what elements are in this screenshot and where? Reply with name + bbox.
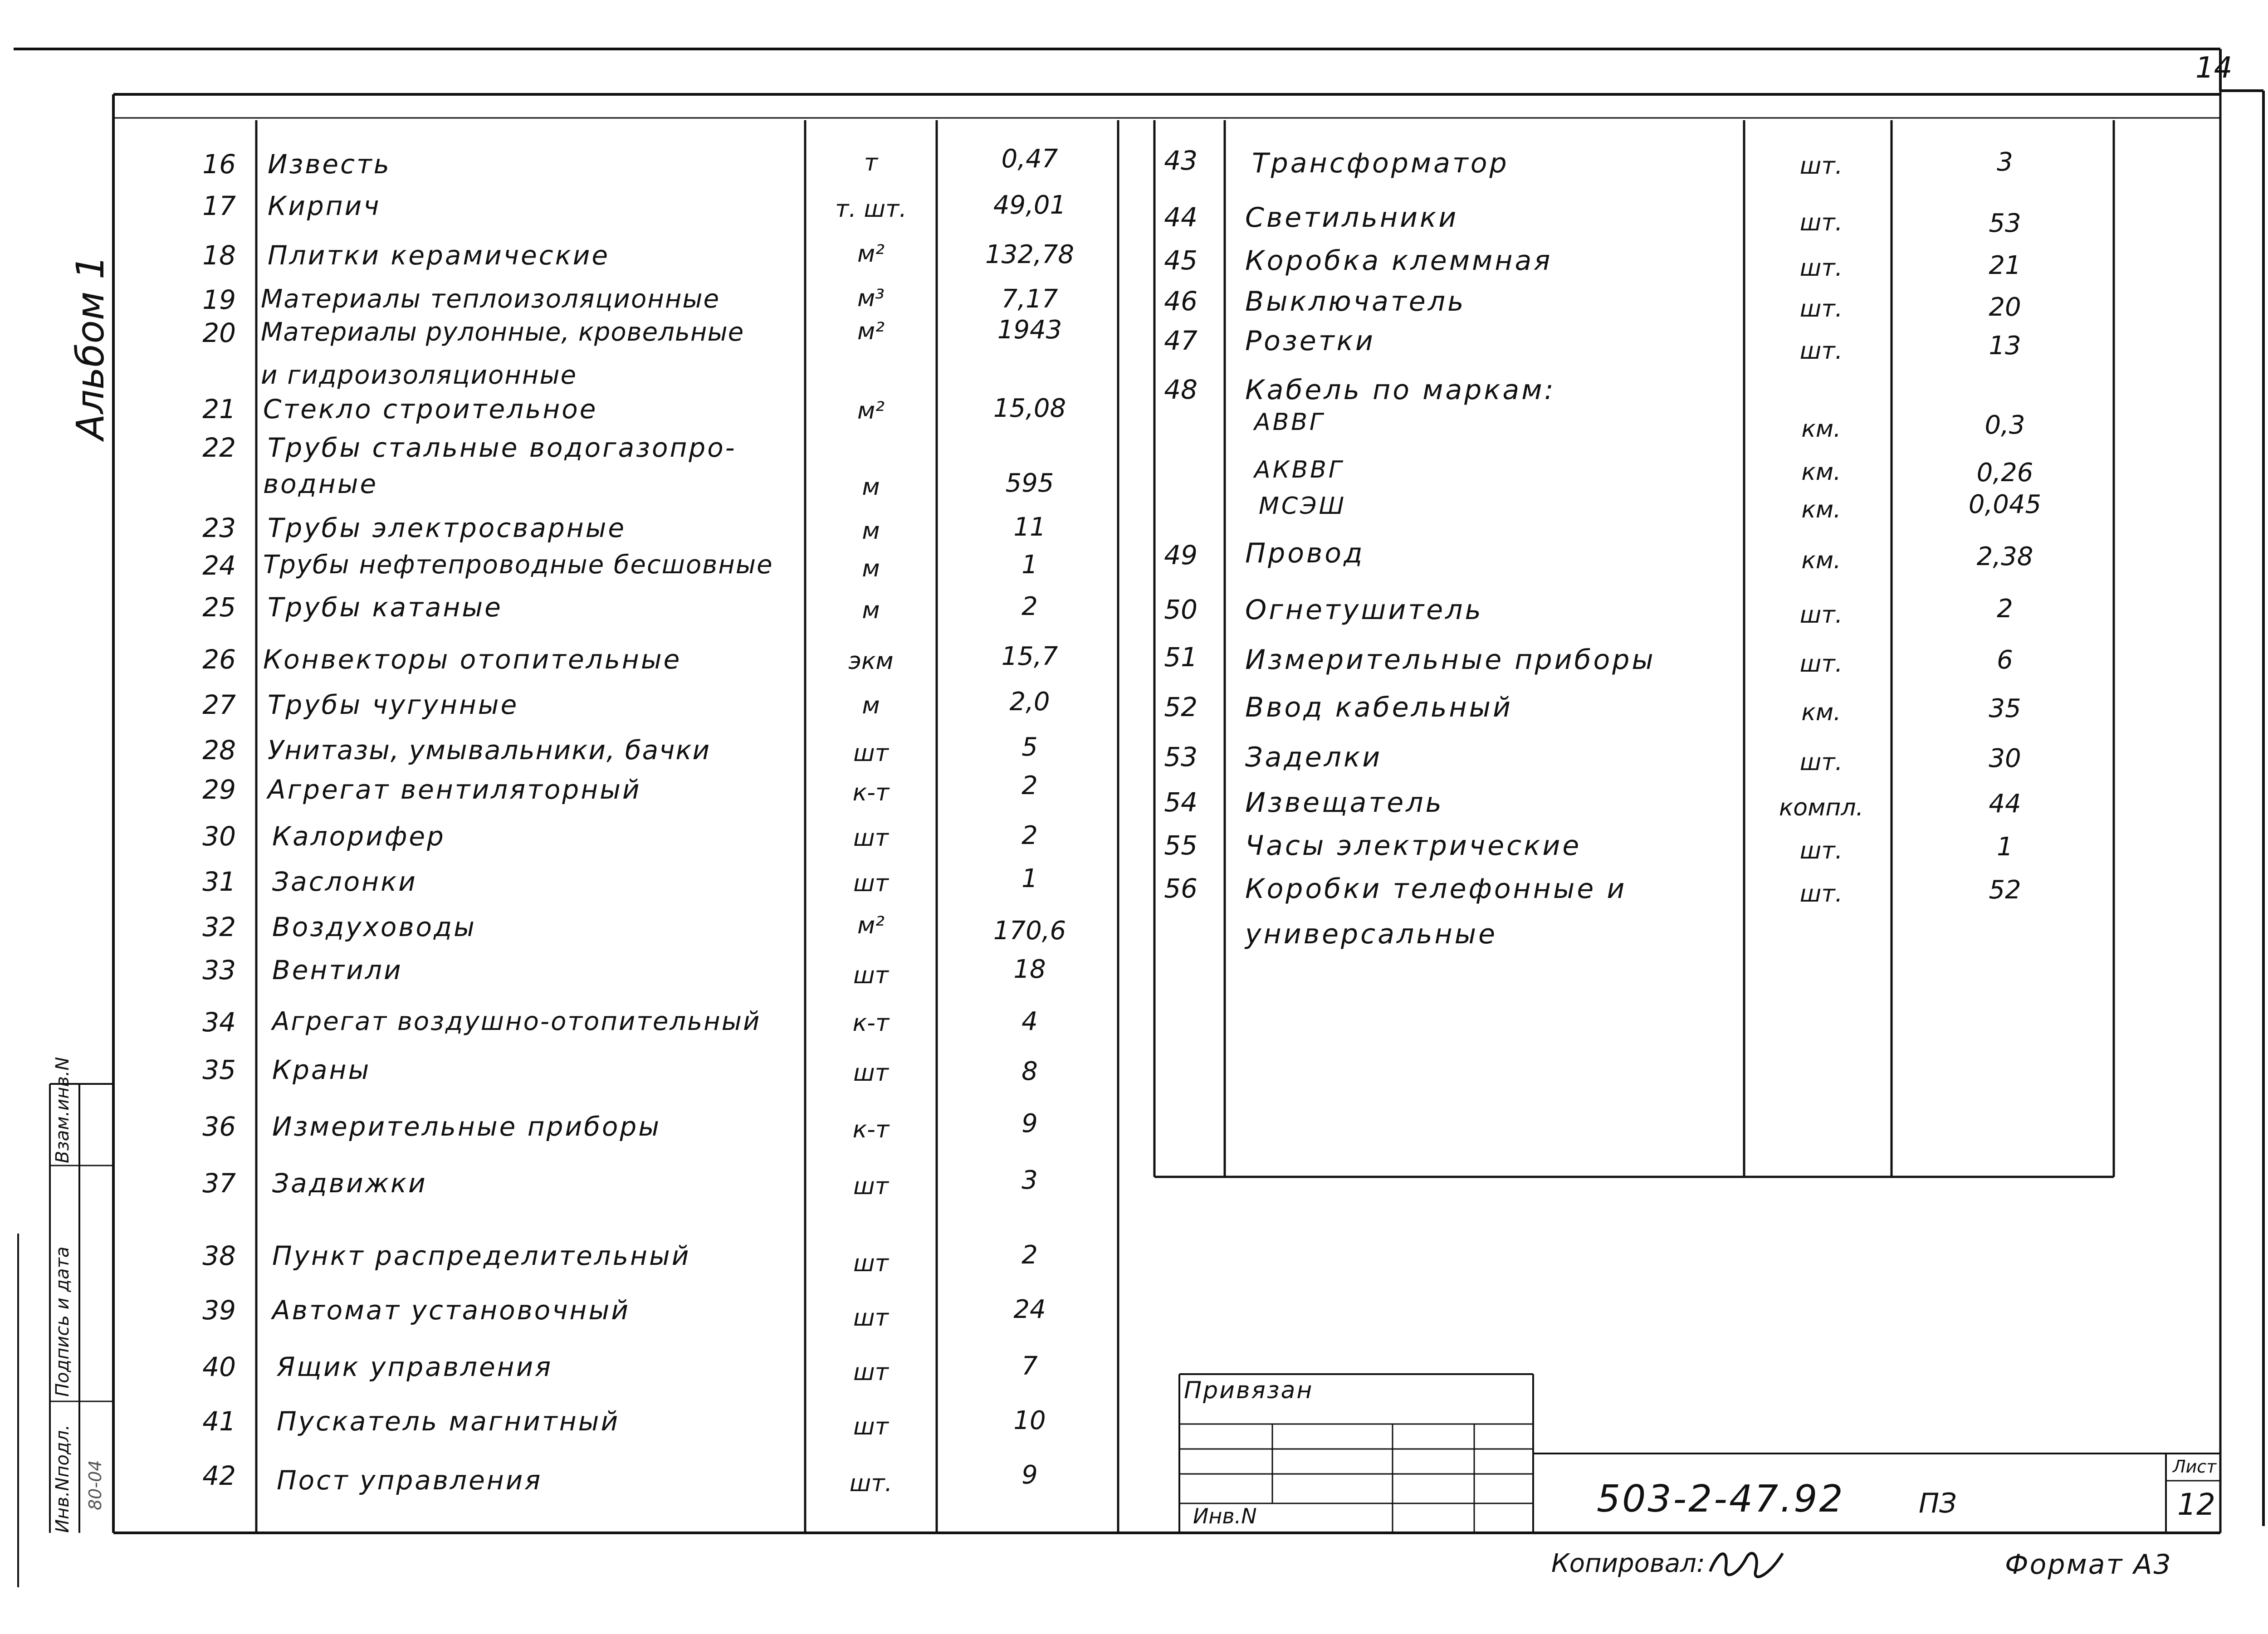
item-unit: к-т: [852, 1010, 890, 1037]
album-label: Альбом 1: [68, 255, 112, 440]
side-label-inv: Инв.Nподл.: [52, 1424, 73, 1533]
item-name: и гидроизоляционные: [261, 361, 577, 390]
item-name: Конвекторы отопительные: [263, 644, 682, 675]
item-quantity: 3: [1022, 1166, 1038, 1195]
item-unit: км.: [1801, 415, 1841, 443]
bound-label: Привязан: [1184, 1377, 1314, 1404]
item-name: Трансформатор: [1252, 147, 1509, 179]
row-number: 30: [202, 821, 236, 852]
item-quantity: 11: [1013, 512, 1046, 542]
item-unit: м: [862, 555, 880, 582]
item-name: Пост управления: [277, 1465, 543, 1496]
item-unit: шт: [853, 870, 889, 897]
inv-number-label: Инв.N: [1193, 1504, 1257, 1528]
row-number: 53: [1164, 741, 1198, 772]
item-name: Коробки телефонные и: [1245, 873, 1627, 905]
item-unit: км.: [1801, 458, 1841, 486]
row-number: 55: [1164, 830, 1198, 861]
item-quantity: 4: [1022, 1007, 1038, 1036]
row-number: 29: [202, 774, 236, 805]
row-number: 18: [202, 240, 236, 271]
item-quantity: 2: [1022, 592, 1038, 621]
item-quantity: 18: [1013, 955, 1046, 984]
item-name: Материалы теплоизоляционные: [261, 284, 720, 314]
item-quantity: 10: [1013, 1406, 1046, 1435]
item-name: Извещатель: [1245, 787, 1444, 819]
row-number: 49: [1164, 540, 1198, 571]
item-unit: шт.: [1799, 209, 1843, 236]
row-number: 35: [202, 1054, 236, 1085]
item-quantity: 0,3: [1984, 410, 2025, 440]
row-number: 37: [202, 1168, 236, 1199]
item-unit: км.: [1801, 547, 1841, 574]
row-number: 16: [202, 149, 236, 180]
item-name: Вентили: [272, 955, 403, 985]
item-quantity: 7,17: [1001, 284, 1058, 314]
row-number: 27: [202, 689, 236, 720]
item-unit: шт.: [1799, 152, 1843, 180]
item-unit: шт: [853, 1173, 889, 1200]
item-name: Светильники: [1245, 202, 1459, 234]
item-name: Розетки: [1245, 325, 1375, 357]
row-number: 26: [202, 644, 236, 675]
item-unit: шт: [853, 1304, 889, 1332]
item-name: Огнетушитель: [1245, 594, 1483, 626]
item-unit: т: [864, 149, 878, 176]
doc-code: ПЗ: [1919, 1488, 1957, 1519]
item-quantity: 5: [1022, 732, 1038, 762]
item-name: Выключатель: [1245, 286, 1466, 317]
row-number: 43: [1164, 145, 1198, 176]
item-quantity: 170,6: [993, 916, 1066, 946]
item-quantity: 3: [1997, 147, 2013, 177]
sheet-number: 12: [2177, 1487, 2215, 1522]
item-name: водные: [263, 468, 378, 499]
item-unit: м: [862, 473, 880, 501]
designation: 503-2-47.92: [1597, 1478, 1845, 1521]
item-name: Известь: [268, 149, 391, 180]
row-number: 52: [1164, 692, 1198, 722]
row-number: 41: [202, 1406, 236, 1437]
item-quantity: 30: [1989, 744, 2021, 773]
item-quantity: 24: [1013, 1295, 1046, 1324]
sheet-label: Лист: [2173, 1457, 2217, 1477]
item-unit: шт: [853, 1359, 889, 1386]
item-name: Трубы нефтепроводные бесшовные: [263, 550, 773, 580]
item-quantity: 2: [1022, 771, 1038, 800]
item-name: Агрегат вентиляторный: [268, 774, 641, 805]
item-quantity: 8: [1022, 1057, 1038, 1086]
item-name: Трубы катаные: [268, 592, 503, 623]
item-quantity: 15,7: [1001, 642, 1058, 671]
item-name: Стекло строительное: [263, 394, 598, 424]
item-name: Материалы рулонные, кровельные: [261, 317, 744, 347]
item-name: Краны: [272, 1054, 371, 1085]
item-quantity: 21: [1989, 251, 2021, 280]
item-quantity: 2: [1022, 1240, 1038, 1270]
row-number: 46: [1164, 286, 1198, 317]
item-unit: к-т: [852, 779, 890, 806]
item-quantity: 0,26: [1976, 458, 2033, 488]
item-unit: шт: [853, 1250, 889, 1277]
item-unit: м³: [857, 285, 885, 312]
item-unit: м²: [857, 318, 885, 345]
item-unit: шт: [853, 1413, 889, 1440]
side-value: 80-04: [85, 1460, 105, 1510]
item-name: Кабель по маркам:: [1245, 374, 1556, 406]
item-name: Автомат установочный: [272, 1295, 630, 1326]
item-unit: шт: [853, 824, 889, 852]
item-name: Пускатель магнитный: [277, 1406, 620, 1437]
row-number: 54: [1164, 787, 1198, 818]
item-unit: м: [862, 517, 880, 545]
item-quantity: 2,0: [1009, 687, 1050, 717]
item-unit: шт.: [1799, 254, 1843, 282]
item-quantity: 0,47: [1001, 144, 1058, 174]
item-name: Калорифер: [272, 821, 445, 852]
item-unit: шт.: [1799, 337, 1843, 365]
item-unit: шт.: [1799, 880, 1843, 907]
corner-sheet-number: 14: [2195, 51, 2233, 85]
item-quantity: 132,78: [985, 240, 1074, 269]
item-unit: шт.: [1799, 601, 1843, 629]
item-name: МСЭШ: [1259, 493, 1347, 520]
item-name: Коробка клеммная: [1245, 245, 1553, 277]
row-number: 28: [202, 735, 236, 766]
item-unit: шт: [853, 962, 889, 989]
row-number: 42: [202, 1460, 236, 1491]
row-number: 38: [202, 1240, 236, 1271]
item-quantity: 1: [1022, 550, 1038, 580]
item-quantity: 15,08: [993, 394, 1066, 423]
item-name: Воздуховоды: [272, 912, 476, 942]
row-number: 40: [202, 1351, 236, 1382]
row-number: 31: [202, 866, 236, 897]
item-quantity: 2: [1022, 821, 1038, 850]
item-unit: км.: [1801, 699, 1841, 726]
item-quantity: 35: [1989, 694, 2021, 723]
row-number: 45: [1164, 245, 1198, 276]
item-name: Плитки керамические: [268, 240, 610, 271]
row-number: 34: [202, 1007, 236, 1038]
item-unit: м²: [857, 240, 885, 268]
item-unit: к-т: [852, 1116, 890, 1143]
row-number: 17: [202, 190, 236, 221]
side-label-signature: Подпись и дата: [52, 1246, 73, 1397]
copyist-signature: [1706, 1540, 1787, 1585]
item-name: Пункт распределительный: [272, 1240, 691, 1271]
row-number: 51: [1164, 642, 1198, 673]
item-quantity: 49,01: [993, 190, 1066, 220]
item-unit: м²: [857, 912, 885, 939]
row-number: 25: [202, 592, 236, 623]
item-quantity: 1: [1997, 832, 2013, 862]
item-name: Часы электрические: [1245, 830, 1582, 862]
row-number: 39: [202, 1295, 236, 1326]
item-quantity: 2: [1997, 594, 2013, 624]
item-name: Трубы чугунные: [268, 689, 519, 720]
item-name: Ввод кабельный: [1245, 692, 1513, 723]
row-number: 21: [202, 394, 236, 424]
item-name: Задвижки: [272, 1168, 427, 1199]
item-quantity: 13: [1989, 331, 2021, 361]
item-quantity: 595: [1005, 468, 1054, 498]
item-name: Заделки: [1245, 741, 1383, 773]
row-number: 33: [202, 955, 236, 985]
item-quantity: 1943: [997, 315, 1062, 345]
item-quantity: 44: [1989, 789, 2021, 819]
item-quantity: 2,38: [1976, 542, 2033, 571]
row-number: 48: [1164, 374, 1198, 405]
item-unit: м: [862, 692, 880, 719]
item-name: Трубы стальные водогазопро-: [268, 432, 737, 463]
item-quantity: 7: [1022, 1351, 1038, 1381]
item-quantity: 9: [1022, 1109, 1038, 1138]
item-name: Ящик управления: [277, 1351, 553, 1382]
item-name: АВВГ: [1254, 409, 1325, 436]
item-quantity: 9: [1022, 1460, 1038, 1490]
row-number: 24: [202, 550, 236, 581]
item-name: Измерительные приборы: [1245, 644, 1656, 676]
item-unit: км.: [1801, 496, 1841, 523]
item-unit: шт.: [1799, 650, 1843, 678]
item-name: Трубы электросварные: [268, 512, 626, 543]
format-label: Формат А3: [2005, 1549, 2172, 1580]
item-unit: экм: [848, 648, 894, 675]
row-number: 36: [202, 1111, 236, 1142]
row-number: 50: [1164, 594, 1198, 625]
item-quantity: 6: [1997, 645, 2013, 675]
item-quantity: 53: [1989, 209, 2021, 238]
row-number: 20: [202, 317, 236, 348]
item-unit: шт.: [1799, 749, 1843, 776]
item-name: Заслонки: [272, 866, 417, 897]
item-unit: компл.: [1779, 794, 1864, 821]
item-quantity: 20: [1989, 293, 2021, 322]
item-quantity: 1: [1022, 864, 1038, 893]
item-unit: шт.: [1799, 837, 1843, 864]
item-unit: шт: [853, 1059, 889, 1087]
item-unit: м²: [857, 397, 885, 424]
item-name: Измерительные приборы: [272, 1111, 661, 1142]
row-number: 44: [1164, 202, 1198, 233]
row-number: 22: [202, 432, 236, 463]
item-unit: шт.: [849, 1470, 893, 1497]
item-name: Агрегат воздушно-отопительный: [272, 1007, 761, 1036]
copied-label: Копировал:: [1551, 1549, 1705, 1578]
row-number: 23: [202, 512, 236, 543]
row-number: 19: [202, 284, 236, 315]
row-number: 32: [202, 912, 236, 942]
item-quantity: 0,045: [1968, 490, 2042, 519]
row-number: 56: [1164, 873, 1198, 904]
side-label-replaced: Взам.инв.N: [52, 1057, 73, 1163]
item-name: универсальные: [1245, 918, 1498, 950]
item-name: АКВВГ: [1254, 456, 1344, 483]
item-name: Унитазы, умывальники, бачки: [268, 735, 711, 766]
row-number: 47: [1164, 325, 1198, 356]
item-name: Кирпич: [268, 190, 381, 221]
item-unit: т. шт.: [835, 195, 907, 223]
item-unit: шт.: [1799, 295, 1843, 322]
item-unit: шт: [853, 740, 889, 767]
item-quantity: 52: [1989, 875, 2021, 905]
item-name: Провод: [1245, 537, 1365, 569]
item-unit: м: [862, 597, 880, 624]
